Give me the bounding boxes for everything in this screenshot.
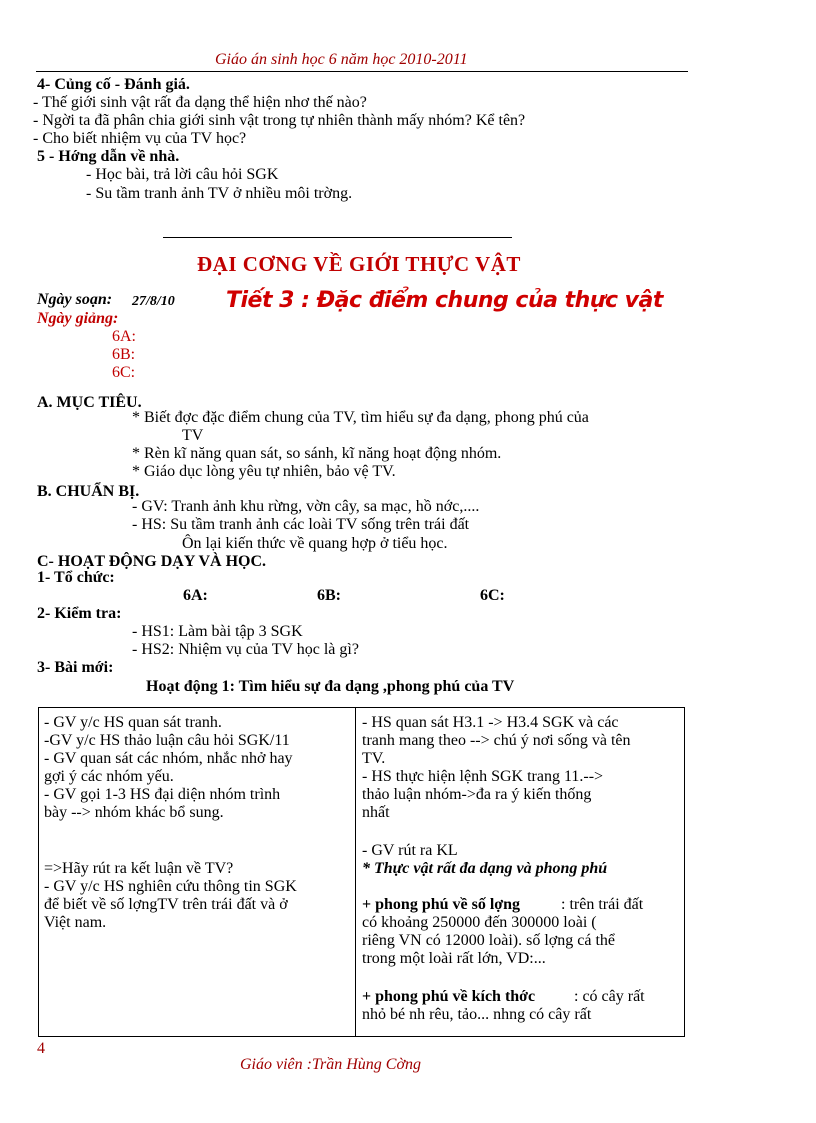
table-left-line: để biết về số lợngTV trên trái đất và ở	[44, 896, 288, 913]
section-b-heading: B. CHUẨN BỊ.	[37, 483, 140, 500]
class-6a: 6A:	[183, 587, 208, 604]
table-right-line: : trên trái đất	[561, 896, 644, 913]
lesson-title: Tiết 3 : Đặc điểm chung của thực vật	[226, 288, 663, 313]
table-left-line: bày --> nhóm khác bổ sung.	[44, 804, 224, 821]
table-right-conclusion: * Thực vật rất đa dạng và phong phú	[362, 860, 608, 877]
section-a-item-2: * Rèn kĩ năng quan sát, so sánh, kĩ năng hoạt động nhóm.	[132, 445, 502, 462]
table-left-line: - GV gọi 1-3 HS đại diện nhóm trình	[44, 786, 281, 803]
section-b-item-3: Ôn lại kiến thức về quang hợp ở tiểu học.	[182, 535, 448, 552]
table-right-subhead: + phong phú về số lợng	[362, 896, 521, 913]
section5-heading: 5 - Hớng dẫn về nhà.	[37, 148, 180, 165]
table-right-subhead: + phong phú về kích thớc	[362, 988, 536, 1005]
table-right-line: - HS quan sát H3.1 -> H3.4 SGK và các	[362, 714, 619, 731]
section4-item-1: - Thế giới sinh vật rất đa dạng thể hiện nhơ thế nào?	[33, 94, 367, 111]
check-item-1: - HS1: Làm bài tập 3 SGK	[132, 623, 303, 640]
section4-item-2: - Ngời ta đã phân chia giới sinh vật trong tự nhiên thành mấy nhóm? Kể tên?	[33, 112, 526, 129]
check-item-2: - HS2: Nhiệm vụ của TV học là gì?	[132, 641, 359, 658]
meta-class-6b: 6B:	[112, 346, 136, 363]
section-a-item-3: * Giáo dục lòng yêu tự nhiên, bảo vệ TV.	[132, 463, 396, 480]
section4-item-3: - Cho biết nhiệm vụ của TV học?	[33, 130, 247, 147]
section5-item-1: - Học bài, trả lời câu hỏi SGK	[86, 166, 279, 183]
table-right-line: tranh mang theo --> chú ý nơi sống và tên	[362, 732, 631, 749]
section-c-heading: C- HOẠT ĐỘNG DẠY VÀ HỌC.	[37, 553, 267, 570]
table-right-line: nhỏ bé nh rêu, tảo... nhng có cây rất	[362, 1006, 592, 1023]
section4-heading: 4- Củng cố - Đánh giá.	[37, 76, 190, 93]
to-chuc-heading: 1- Tổ chức:	[37, 569, 115, 586]
table-right-line: có khoảng 250000 đến 300000 loài (	[362, 914, 597, 931]
table-right-line: thảo luận nhóm->đa ra ý kiến thống	[362, 786, 592, 803]
table-left-line: - GV y/c HS nghiên cứu thông tin SGK	[44, 878, 297, 895]
section5-item-2: - Su tầm tranh ảnh TV ở nhiều môi trờng.	[86, 185, 353, 202]
section-a-item-1: * Biết đợc đặc điểm chung của TV, tìm hiểu sự đa dạng, phong phú của	[132, 409, 589, 426]
main-title: ĐẠI CƠNG VỀ GIỚI THỰC VẬT	[197, 252, 521, 276]
table-left-line: - GV y/c HS quan sát tranh.	[44, 714, 222, 731]
header-rule	[36, 71, 688, 72]
bai-moi-heading: 3- Bài mới:	[37, 659, 114, 676]
separator-line	[163, 237, 512, 238]
section-a-item-1-cont: TV	[182, 427, 204, 444]
section-a-heading: A. MỤC TIÊU.	[37, 394, 142, 411]
header-title: Giáo án sinh học 6 năm học 2010-2011	[215, 51, 468, 68]
kiem-tra-heading: 2- Kiểm tra:	[37, 605, 122, 622]
table-right-line: riêng VN có 12000 loài). số lợng cá thể	[362, 932, 615, 949]
table-left-line: -GV y/c HS thảo luận câu hỏi SGK/11	[44, 732, 290, 749]
table-right-line: - GV rút ra KL	[362, 842, 458, 859]
table-right-line: trong một loài rất lớn, VD:...	[362, 950, 546, 967]
class-6c: 6C:	[480, 587, 505, 604]
section-b-item-2: - HS: Su tầm tranh ảnh các loài TV sống trên trái đất	[132, 516, 470, 533]
footer-teacher: Giáo viên :Trần Hùng Cờng	[240, 1056, 421, 1073]
ngay-giang-label: Ngày giảng:	[37, 310, 119, 327]
table-right-line: - HS thực hiện lệnh SGK trang 11.-->	[362, 768, 604, 785]
activity-table	[38, 707, 685, 1037]
student-column	[356, 708, 685, 1037]
table-left-line: gợi ý các nhóm yếu.	[44, 768, 174, 785]
table-right-line: nhất	[362, 804, 390, 821]
page-number: 4	[37, 1040, 45, 1057]
teacher-column	[39, 708, 356, 1037]
meta-class-6a: 6A:	[112, 328, 136, 345]
table-right-line: : có cây rất	[574, 988, 645, 1005]
activity-title: Hoạt động 1: Tìm hiểu sự đa dạng ,phong phú của TV	[146, 678, 515, 695]
table-left-line: - GV quan sát các nhóm, nhắc nhở hay	[44, 750, 293, 767]
ngay-soan-label: Ngày soạn:	[37, 291, 113, 308]
table-right-line: TV.	[362, 750, 386, 767]
table-left-line: =>Hãy rút ra kết luận về TV?	[44, 860, 234, 877]
meta-class-6c: 6C:	[112, 364, 136, 381]
table-left-line: Việt nam.	[44, 914, 107, 931]
section-b-item-1: - GV: Tranh ảnh khu rừng, vờn cây, sa mạc, hồ nớc,....	[132, 498, 480, 515]
ngay-soan-value: 27/8/10	[132, 294, 175, 309]
class-6b: 6B:	[317, 587, 341, 604]
